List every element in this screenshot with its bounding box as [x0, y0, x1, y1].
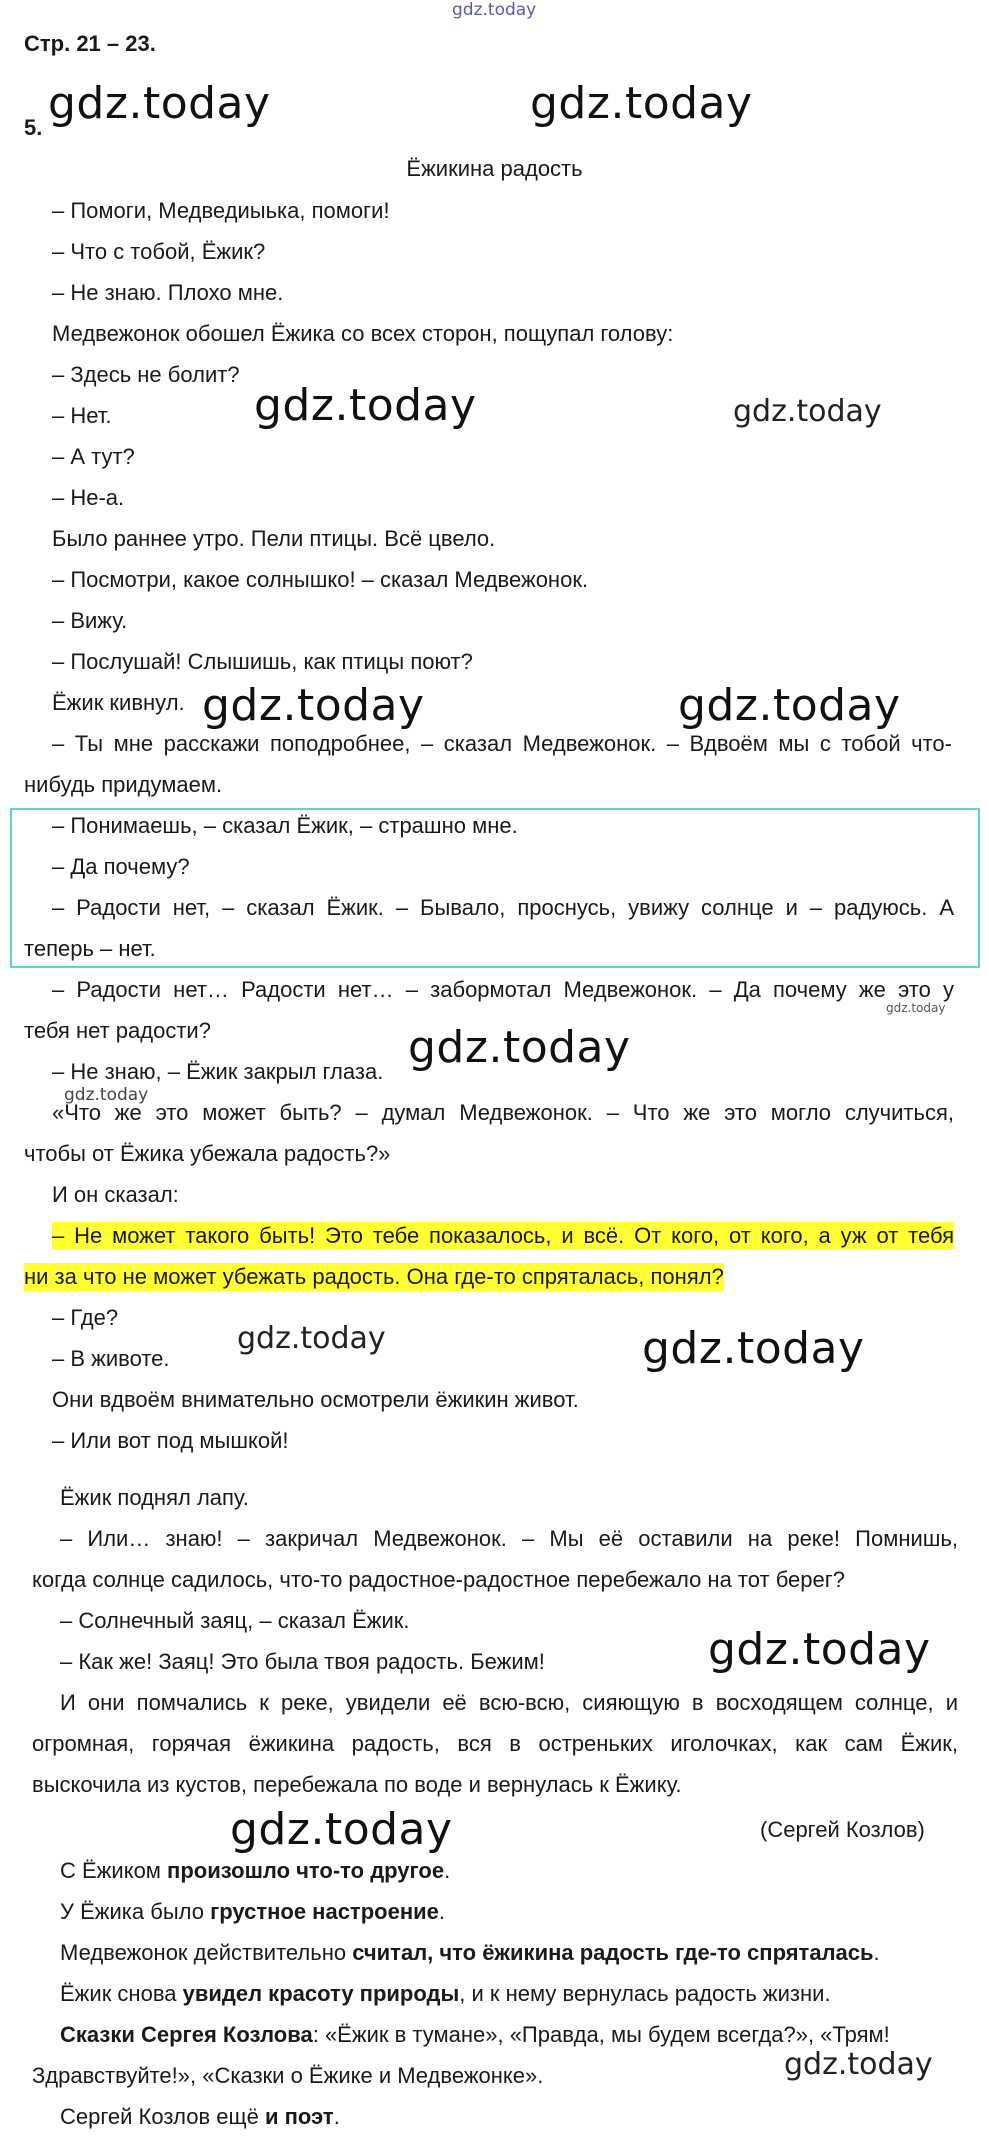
story-line: – Радости нет, – сказал Ёжик. – Бывало, проснусь, увижу солнце и – радуюсь. А [52, 895, 954, 920]
story-line: – Понимаешь, – сказал Ёжик, – страшно мне. [52, 813, 518, 838]
story-line: – Да почему? [52, 854, 190, 879]
watermark: gdz.today [408, 1022, 631, 1073]
story-author: (Сергей Козлов) [760, 1817, 925, 1842]
story-line: – А тут? [52, 444, 135, 469]
story-line: – Нет. [52, 403, 112, 428]
story-line: нибудь придумаем. [24, 772, 223, 797]
watermark: gdz.today [642, 1323, 865, 1374]
watermark: gdz.today [254, 380, 477, 431]
watermark: gdz.today [733, 394, 882, 429]
watermark-top: gdz.today [452, 0, 537, 20]
story-line: Ёжик кивнул. [52, 690, 185, 715]
story-line: – Как же! Заяц! Это была твоя радость. Бежим! [60, 1649, 545, 1674]
story-line: Было раннее утро. Пели птицы. Всё цвело. [52, 526, 496, 551]
watermark: gdz.today [48, 78, 271, 129]
story-line: – Где? [52, 1305, 119, 1330]
story-line: Медвежонок обошел Ёжика со всех сторон, пощупал голову: [52, 321, 674, 346]
answer-line: У Ёжика было грустное настроение. [60, 1899, 445, 1924]
story-line: – Радости нет… Радости нет… – забормотал Медвежонок. – Да почему же это у [52, 977, 954, 1002]
watermark: gdz.today [784, 2047, 933, 2082]
story-line: – Посмотри, какое солнышко! – сказал Медвежонок. [52, 567, 589, 592]
story-line: – Вижу. [52, 608, 128, 633]
story-line: – Или… знаю! – закричал Медвежонок. – Мы её оставили на реке! Помнишь, [60, 1526, 958, 1551]
page-range: Стр. 21 – 23. [24, 31, 156, 56]
story-line: – Не знаю, – Ёжик закрыл глаза. [52, 1059, 384, 1084]
story-line: – Здесь не болит? [52, 362, 240, 387]
story-line: Ёжик поднял лапу. [60, 1485, 249, 1510]
highlighted-line: – Не может такого быть! Это тебе показалось, и всё. От кого, от кого, а уж от тебя [52, 1223, 954, 1248]
highlighted-line: ни за что не может убежать радость. Она где-то спряталась, понял? [24, 1264, 724, 1289]
watermark: gdz.today [678, 680, 901, 731]
story-line: – Не знаю. Плохо мне. [52, 280, 284, 305]
story-line: выскочила из кустов, перебежала по воде и вернулась к Ёжику. [32, 1772, 682, 1797]
story-line: – Послушай! Слышишь, как птицы поют? [52, 649, 473, 674]
story-line: «Что же это может быть? – думал Медвежонок. – Что же это могло случиться, [52, 1100, 954, 1125]
story-line: теперь – нет. [24, 936, 156, 961]
answer-line: Ёжик снова увидел красоту природы, и к нему вернулась радость жизни. [60, 1981, 831, 2006]
answer-line: С Ёжиком произошло что-то другое. [60, 1858, 451, 1883]
answer-line: Здравствуйте!», «Сказки о Ёжике и Медвежонке». [32, 2063, 544, 2088]
watermark: gdz.today [886, 1001, 946, 1015]
watermark: gdz.today [708, 1624, 931, 1675]
story-line: огромная, горячая ёжикина радость, вся в остреньких иголочках, как сам Ёжик, [32, 1731, 958, 1756]
story-line: – Ты мне расскажи поподробнее, – сказал Медвежонок. – Вдвоём мы с тобой что- [52, 731, 952, 756]
story-line: И они помчались к реке, увидели её всю-всю, сияющую в восходящем солнце, и [60, 1690, 958, 1715]
story-line: – Что с тобой, Ёжик? [52, 239, 266, 264]
watermark: gdz.today [230, 1804, 453, 1855]
watermark: gdz.today [237, 1321, 386, 1356]
answer-line: Медвежонок действительно считал, что ёжикина радость где-то спряталась. [60, 1940, 880, 1965]
story-line: тебя нет радости? [24, 1018, 211, 1043]
story-title: Ёжикина радость [406, 156, 583, 181]
story-line: – Солнечный заяц, – сказал Ёжик. [60, 1608, 410, 1633]
story-line: – В животе. [52, 1346, 170, 1371]
answer-line: Сергей Козлов ещё и поэт. [60, 2104, 340, 2129]
watermark: gdz.today [202, 680, 425, 731]
story-line: – Помоги, Медведиыька, помоги! [52, 198, 390, 223]
story-line: И он сказал: [52, 1182, 179, 1207]
watermark: gdz.today [64, 1085, 149, 1105]
answer-line: Сказки Сергея Козлова: «Ёжик в тумане», «Правда, мы будем всегда?», «Трям! [60, 2022, 890, 2047]
story-line: Они вдвоём внимательно осмотрели ёжикин живот. [52, 1387, 579, 1412]
story-line: когда солнце садилось, что-то радостное-радостное перебежало на тот берег? [32, 1567, 846, 1592]
story-line: чтобы от Ёжика убежала радость?» [24, 1141, 391, 1166]
exercise-number: 5. [24, 115, 43, 140]
story-line: – Не-а. [52, 485, 125, 510]
watermark: gdz.today [530, 78, 753, 129]
story-line: – Или вот под мышкой! [52, 1428, 289, 1453]
